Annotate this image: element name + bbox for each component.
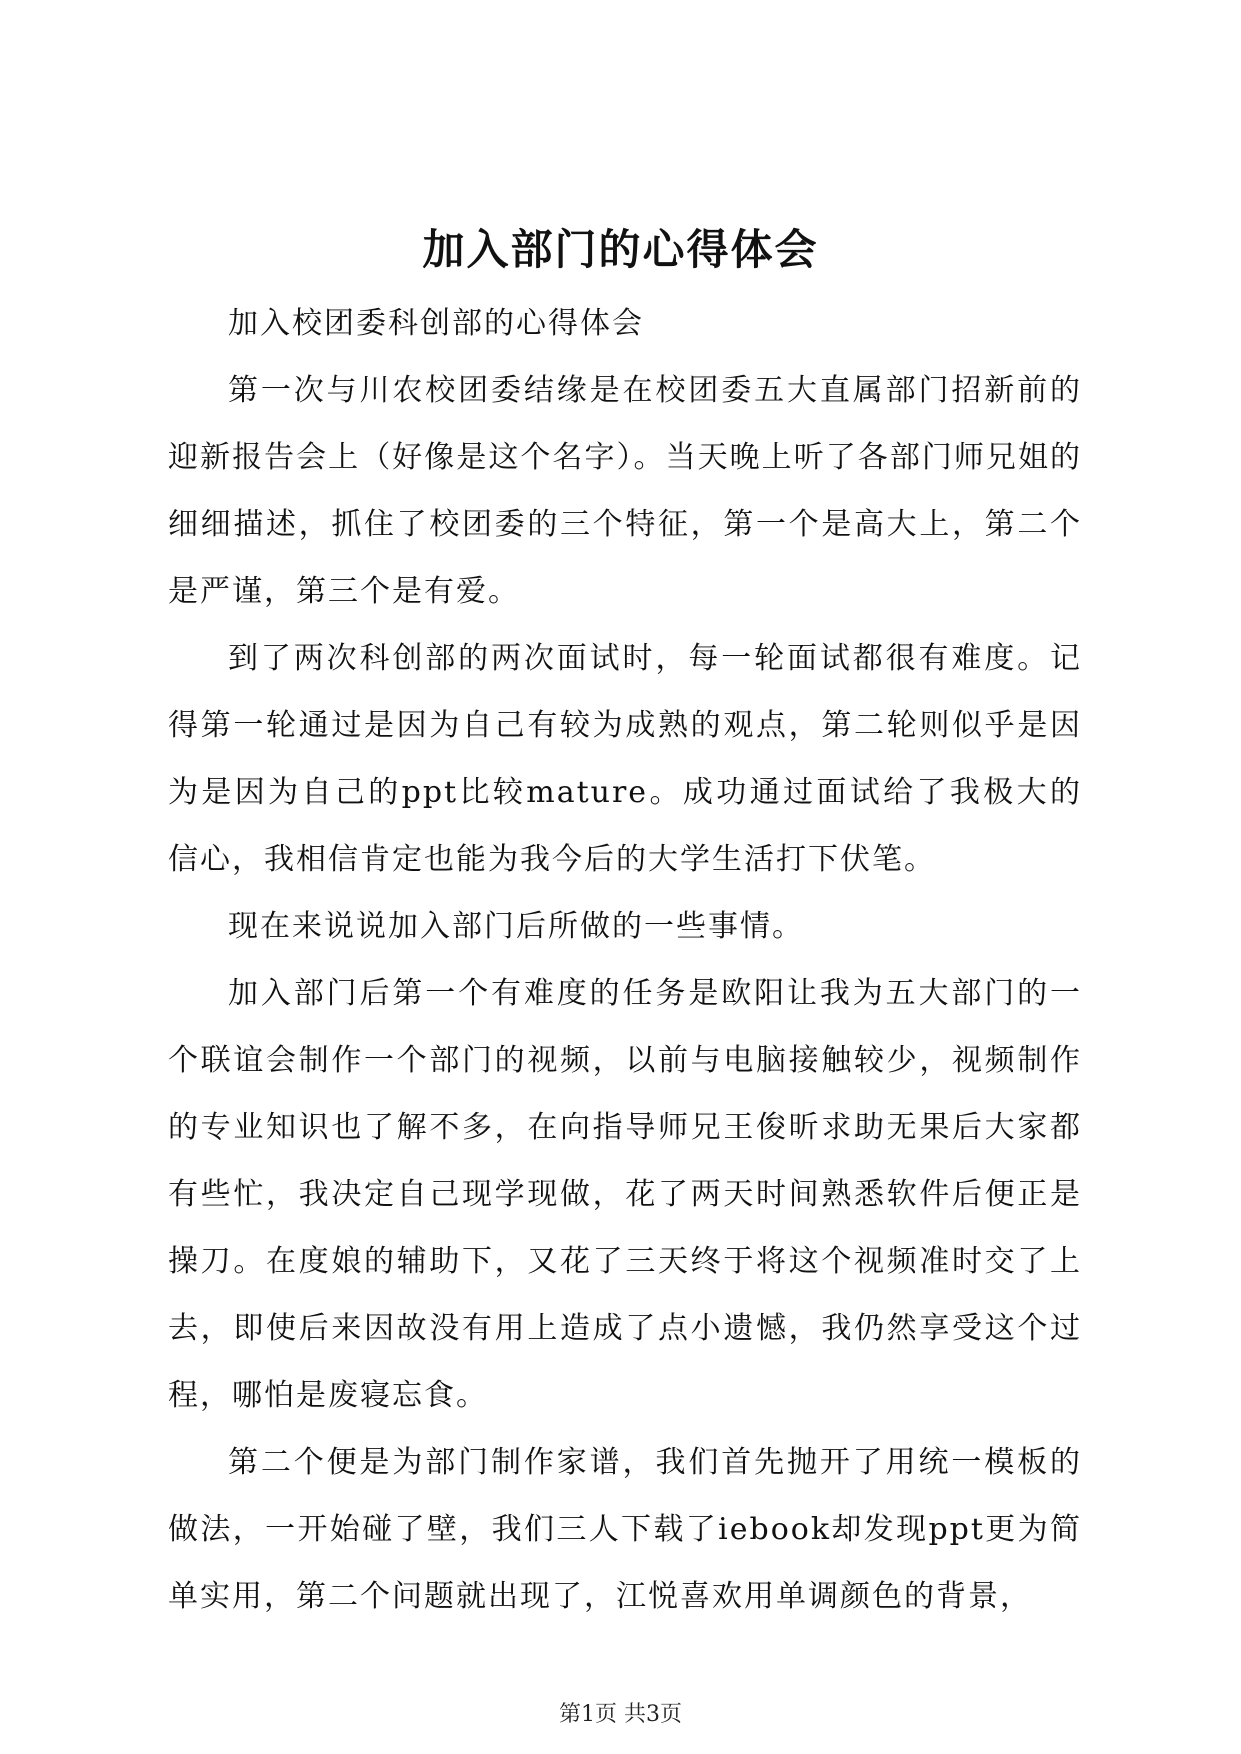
document-title: 加入部门的心得体会 <box>422 225 819 274</box>
document-body <box>168 290 1082 1630</box>
page-footer: 第1页 共3页 <box>559 1702 682 1727</box>
paragraph: 第一次与川农校团委结缘是在校团委五大直属部门招新前的迎新报告会上（好像是这个名字）。当天晚上听了各部门师兄姐的细细描述，抓住了校团委的三个特征，第一个是高大上，第二个是严谨，第三个是有爱。 <box>168 373 1082 609</box>
paragraph: 现在来说说加入部门后所做的一些事情。 <box>228 909 804 944</box>
paragraph: 第二个便是为部门制作家谱，我们首先抛开了用统一模板的做法，一开始碰了壁，我们三人下载了iebook却发现ppt更为简单实用，第二个问题就出现了，江悦喜欢用单调颜色的背景， <box>168 1445 1082 1614</box>
paragraph: 到了两次科创部的两次面试时，每一轮面试都很有难度。记得第一轮通过是因为自己有较为成熟的观点，第二轮则似乎是因为是因为自己的ppt比较mature。成功通过面试给了我极大的信心，我相信肯定也能为我今后的大学生活打下伏笔。 <box>168 641 1082 877</box>
paragraph-subtitle: 加入校团委科创部的心得体会 <box>228 306 644 341</box>
paragraph: 加入部门后第一个有难度的任务是欧阳让我为五大部门的一个联谊会制作一个部门的视频，以前与电脑接触较少，视频制作的专业知识也了解不多，在向指导师兄王俊昕求助无果后大家都有些忙，我决定自己现学现做，花了两天时间熟悉软件后便正是操刀。在度娘的辅助下，又花了三天终于将这个视频准时交了上去，即使后来因故没有用上造成了点小遗憾，我仍然享受这个过程，哪怕是废寝忘食。 <box>168 976 1082 1413</box>
